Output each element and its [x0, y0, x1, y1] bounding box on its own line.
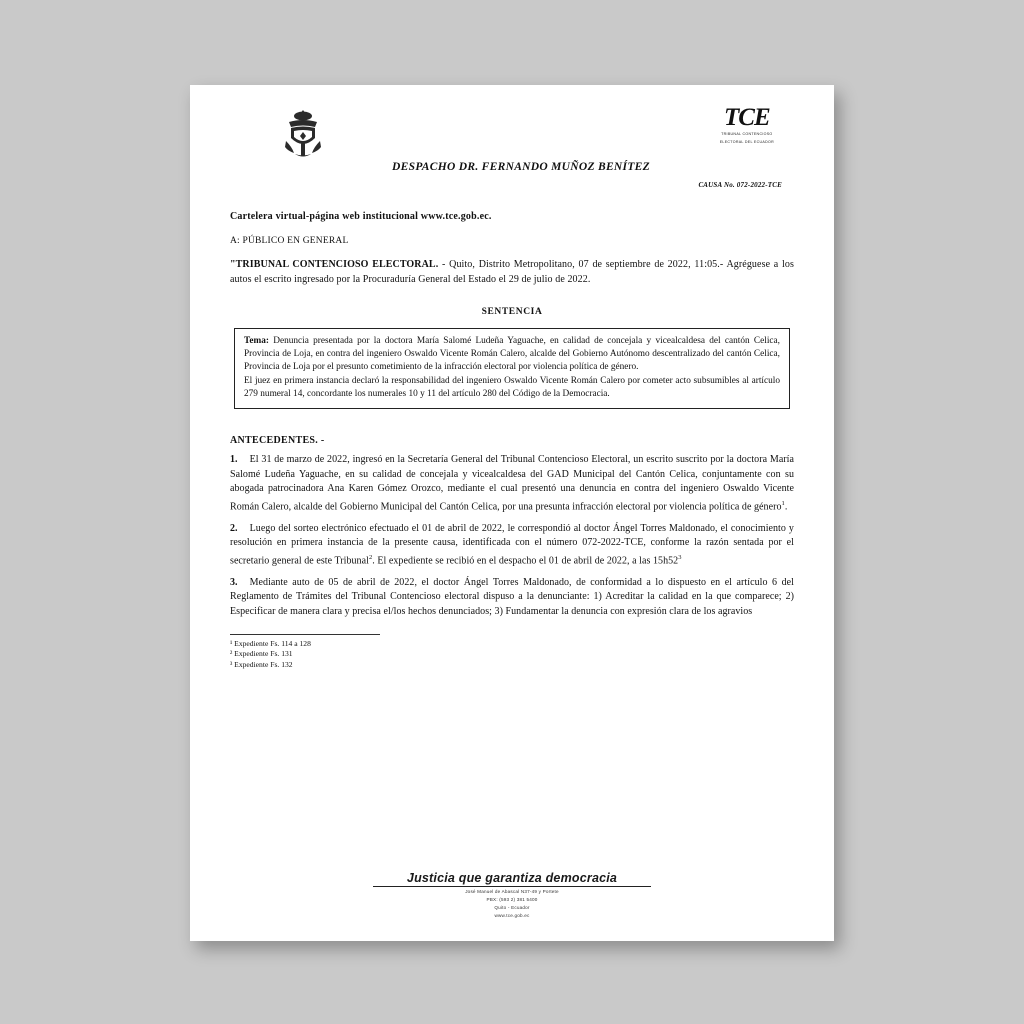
paragraph-text: Mediante auto de 05 de abril de 2022, el doctor Ángel Torres Maldonado, de conformidad a lo dispuesto en el artículo 6 del Reglamento de Trámites del Tribunal Contencioso electoral dispuso a la denunciante: 1) Acreditar la calidad en la que comparece; 2) Especificar de manera clara y precisa el/los hechos denunciados; 3) Fundamentar la denuncia con expresión clara de los agravios [230, 576, 794, 617]
cartelera-line: Cartelera virtual-página web institucional www.tce.gob.ec. [230, 211, 492, 222]
paragraph-text: El 31 de marzo de 2022, ingresó en la Secretaría General del Tribunal Contencioso Electoral, un escrito suscrito por la doctora María Salomé Ludeña Yaguache, en su calidad de concejala y vicealcaldesa del GAD Municipal del Cantón Celica, conjuntamente con su abogada patrocinadora Ana Karen Gómez Orozco, mediante el cual presentó una denuncia en contra del ingeniero Oswaldo Vicente Román Calero, alcalde del Gobierno Municipal del Cantón Celica, por una presunta infracción electoral por violencia política de género [230, 454, 794, 513]
footer-address-line2: PBX: (593 2) 381 5400 [486, 897, 538, 902]
intro-body: - Quito, Distrito Metropolitano, 07 de septiembre de 2022, 11:05.- Agréguese a los autos el escrito ingresado por la Procuraduría General del Estado el 29 de julio de 2022. [230, 259, 794, 285]
tema-text-1: Denuncia presentada por la doctora María Salomé Ludeña Yaguache, en calidad de concejala y vicealcaldesa del cantón Celica, Provincia de Loja, en contra del ingeniero Oswaldo Vicente Román Calero, alcalde del Gobierno Autónomo descentralizado del cantón Celica, Provincia de Loja por el presunto cometimiento de la infracción electoral por violencia política de género. [244, 336, 780, 372]
paragraph-tail: . El expediente se recibió en el despacho el 01 de abril de 2022, a las 15h52 [372, 555, 679, 567]
intro-bold-lead: "TRIBUNAL CONTENCIOSO ELECTORAL. [230, 259, 439, 270]
footer-address-line4: www.tce.gob.ec [494, 913, 530, 918]
antecedente-paragraph-3 [230, 576, 794, 620]
footnote-ref: 2 [368, 553, 373, 561]
footnote-ref: 1 [781, 499, 785, 507]
footer-address-line3: Quito - Ecuador [494, 905, 530, 910]
antecedentes-heading: ANTECEDENTES. - [230, 435, 325, 446]
document-page [190, 85, 834, 941]
paragraph-number: 2. [230, 522, 238, 534]
tema-paragraph-1 [244, 335, 780, 374]
tce-logo-mark: TCE [724, 104, 770, 131]
tema-label: Tema: [244, 336, 269, 346]
document-header [230, 103, 794, 165]
sentencia-heading: SENTENCIA [481, 307, 543, 317]
antecedente-paragraph-2 [230, 522, 794, 569]
paragraph-tail: . [784, 501, 788, 513]
footnote-2: ² Expediente Fs. 131 [230, 649, 293, 659]
paragraph-number: 1. [230, 454, 238, 465]
paragraph-text: Luego del sorteo electrónico efectuado el 01 de abril de 2022, le correspondió al doctor Ángel Torres Maldonado, el conocimiento y resolución en primera instancia de la presente causa, identificada con el número 072-2022-TCE, conforme la razón sentada por el secretario general de este Tribunal [230, 522, 794, 567]
footnote-1: ¹ Expediente Fs. 114 a 128 [230, 638, 311, 648]
intro-paragraph [230, 258, 794, 287]
tce-logo-subtitle-line2: ELECTORAL DEL ECUADOR [719, 140, 774, 144]
tce-logo-subtitle-line1: TRIBUNAL CONTENCIOSO [721, 132, 773, 136]
footnote-divider [230, 634, 380, 635]
tce-logo [719, 104, 774, 145]
footnotes-block [230, 639, 794, 671]
tema-text-2: El juez en primera instancia declaró la responsabilidad del ingeniero Oswaldo Vicente Román Calero por cometer acto subsumibles al artículo 279 numeral 14, concordante los numerales 10 y 11 del artículo 280 del Código de la Democracia. [244, 376, 780, 399]
coat-of-arms-icon [280, 107, 326, 159]
footer-address-line1: José Manuel de Abascal N37-49 y Portete [465, 889, 559, 894]
footer-slogan-underline [373, 886, 651, 887]
page-content [190, 85, 834, 941]
antecedente-paragraph-1 [230, 453, 794, 515]
footnote-3: ³ Expediente Fs. 132 [230, 659, 293, 669]
footer-slogan: Justicia que garantiza democracia [406, 871, 618, 885]
addressed-to-line: A: PÚBLICO EN GENERAL [230, 236, 349, 246]
tema-box [234, 328, 790, 409]
causa-number: CAUSA No. 072-2022-TCE [698, 181, 782, 189]
page-footer [190, 871, 834, 919]
despacho-title: DESPACHO DR. FERNANDO MUÑOZ BENÍTEZ [392, 161, 650, 173]
footnote-ref-2: 3 [678, 553, 682, 561]
paragraph-number: 3. [230, 576, 238, 588]
